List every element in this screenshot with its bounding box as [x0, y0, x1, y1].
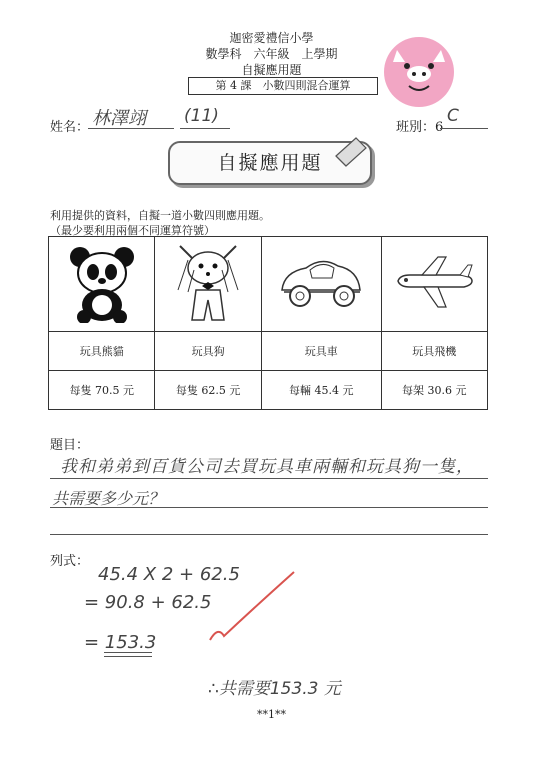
toy-price: 每架 30.6 元 [381, 371, 488, 410]
panda-icon [62, 243, 142, 323]
result-underline [104, 652, 152, 653]
pig-icon [383, 36, 455, 108]
name-label: 姓名： [50, 120, 90, 135]
worksheet-title: 自擬應用題 [241, 63, 302, 77]
toy-price: 每隻 70.5 元 [49, 371, 155, 410]
final-answer: ∴共需要153.3 元 [208, 679, 341, 699]
banner-title: 自擬應用題 [168, 141, 372, 185]
toy-image-cell [49, 237, 155, 332]
plane-icon [394, 253, 474, 313]
working-label: 列式： [50, 554, 90, 569]
class-underline [440, 128, 488, 129]
working-step2: = 90.8 + 62.5 [84, 592, 212, 613]
working-step1: 45.4 X 2 + 62.5 [98, 564, 240, 585]
question-line1: 我和弟弟到百貨公司去買玩具車兩輛和玩具狗一隻， [60, 457, 474, 477]
subject-line: 數學科 六年級 上學期 [205, 47, 338, 61]
answer-rule [50, 478, 488, 479]
student-name: 林澤翊 [92, 108, 146, 129]
toy-name: 玩具飛機 [381, 332, 488, 371]
instruction-line1: 利用提供的資料，自擬一道小數四則應用題。 [50, 209, 270, 222]
toy-image-cell [261, 237, 381, 332]
working-step3: = 153.3 [84, 632, 157, 653]
page-number: **1** [257, 708, 286, 721]
toy-table [48, 236, 488, 410]
class-label: 班別：6 [396, 120, 444, 135]
toy-name: 玩具狗 [155, 332, 261, 371]
dog-icon [168, 240, 248, 326]
class-value: C [447, 106, 459, 126]
toy-image-cell [155, 237, 261, 332]
question-label: 題目： [50, 438, 90, 453]
eraser-icon [330, 134, 370, 168]
toy-image-cell [381, 237, 488, 332]
lesson-box: 第 4 課 小數四則混合運算 [188, 77, 378, 95]
answer-rule [50, 534, 488, 535]
number-underline [180, 128, 230, 129]
question-line2: 共需要多少元？ [52, 489, 165, 508]
toy-price: 每輛 45.4 元 [261, 371, 381, 410]
check-mark-icon [206, 566, 298, 646]
student-number: (11) [184, 106, 219, 126]
instruction-line2: （最少要利用兩個不同運算符號） [50, 224, 215, 237]
toy-price: 每隻 62.5 元 [155, 371, 261, 410]
result-underline [104, 656, 152, 657]
toy-name: 玩具車 [261, 332, 381, 371]
school-name: 迦密愛禮信小學 [229, 31, 314, 45]
toy-name: 玩具熊貓 [49, 332, 155, 371]
car-icon [276, 248, 366, 318]
answer-rule [50, 507, 488, 508]
